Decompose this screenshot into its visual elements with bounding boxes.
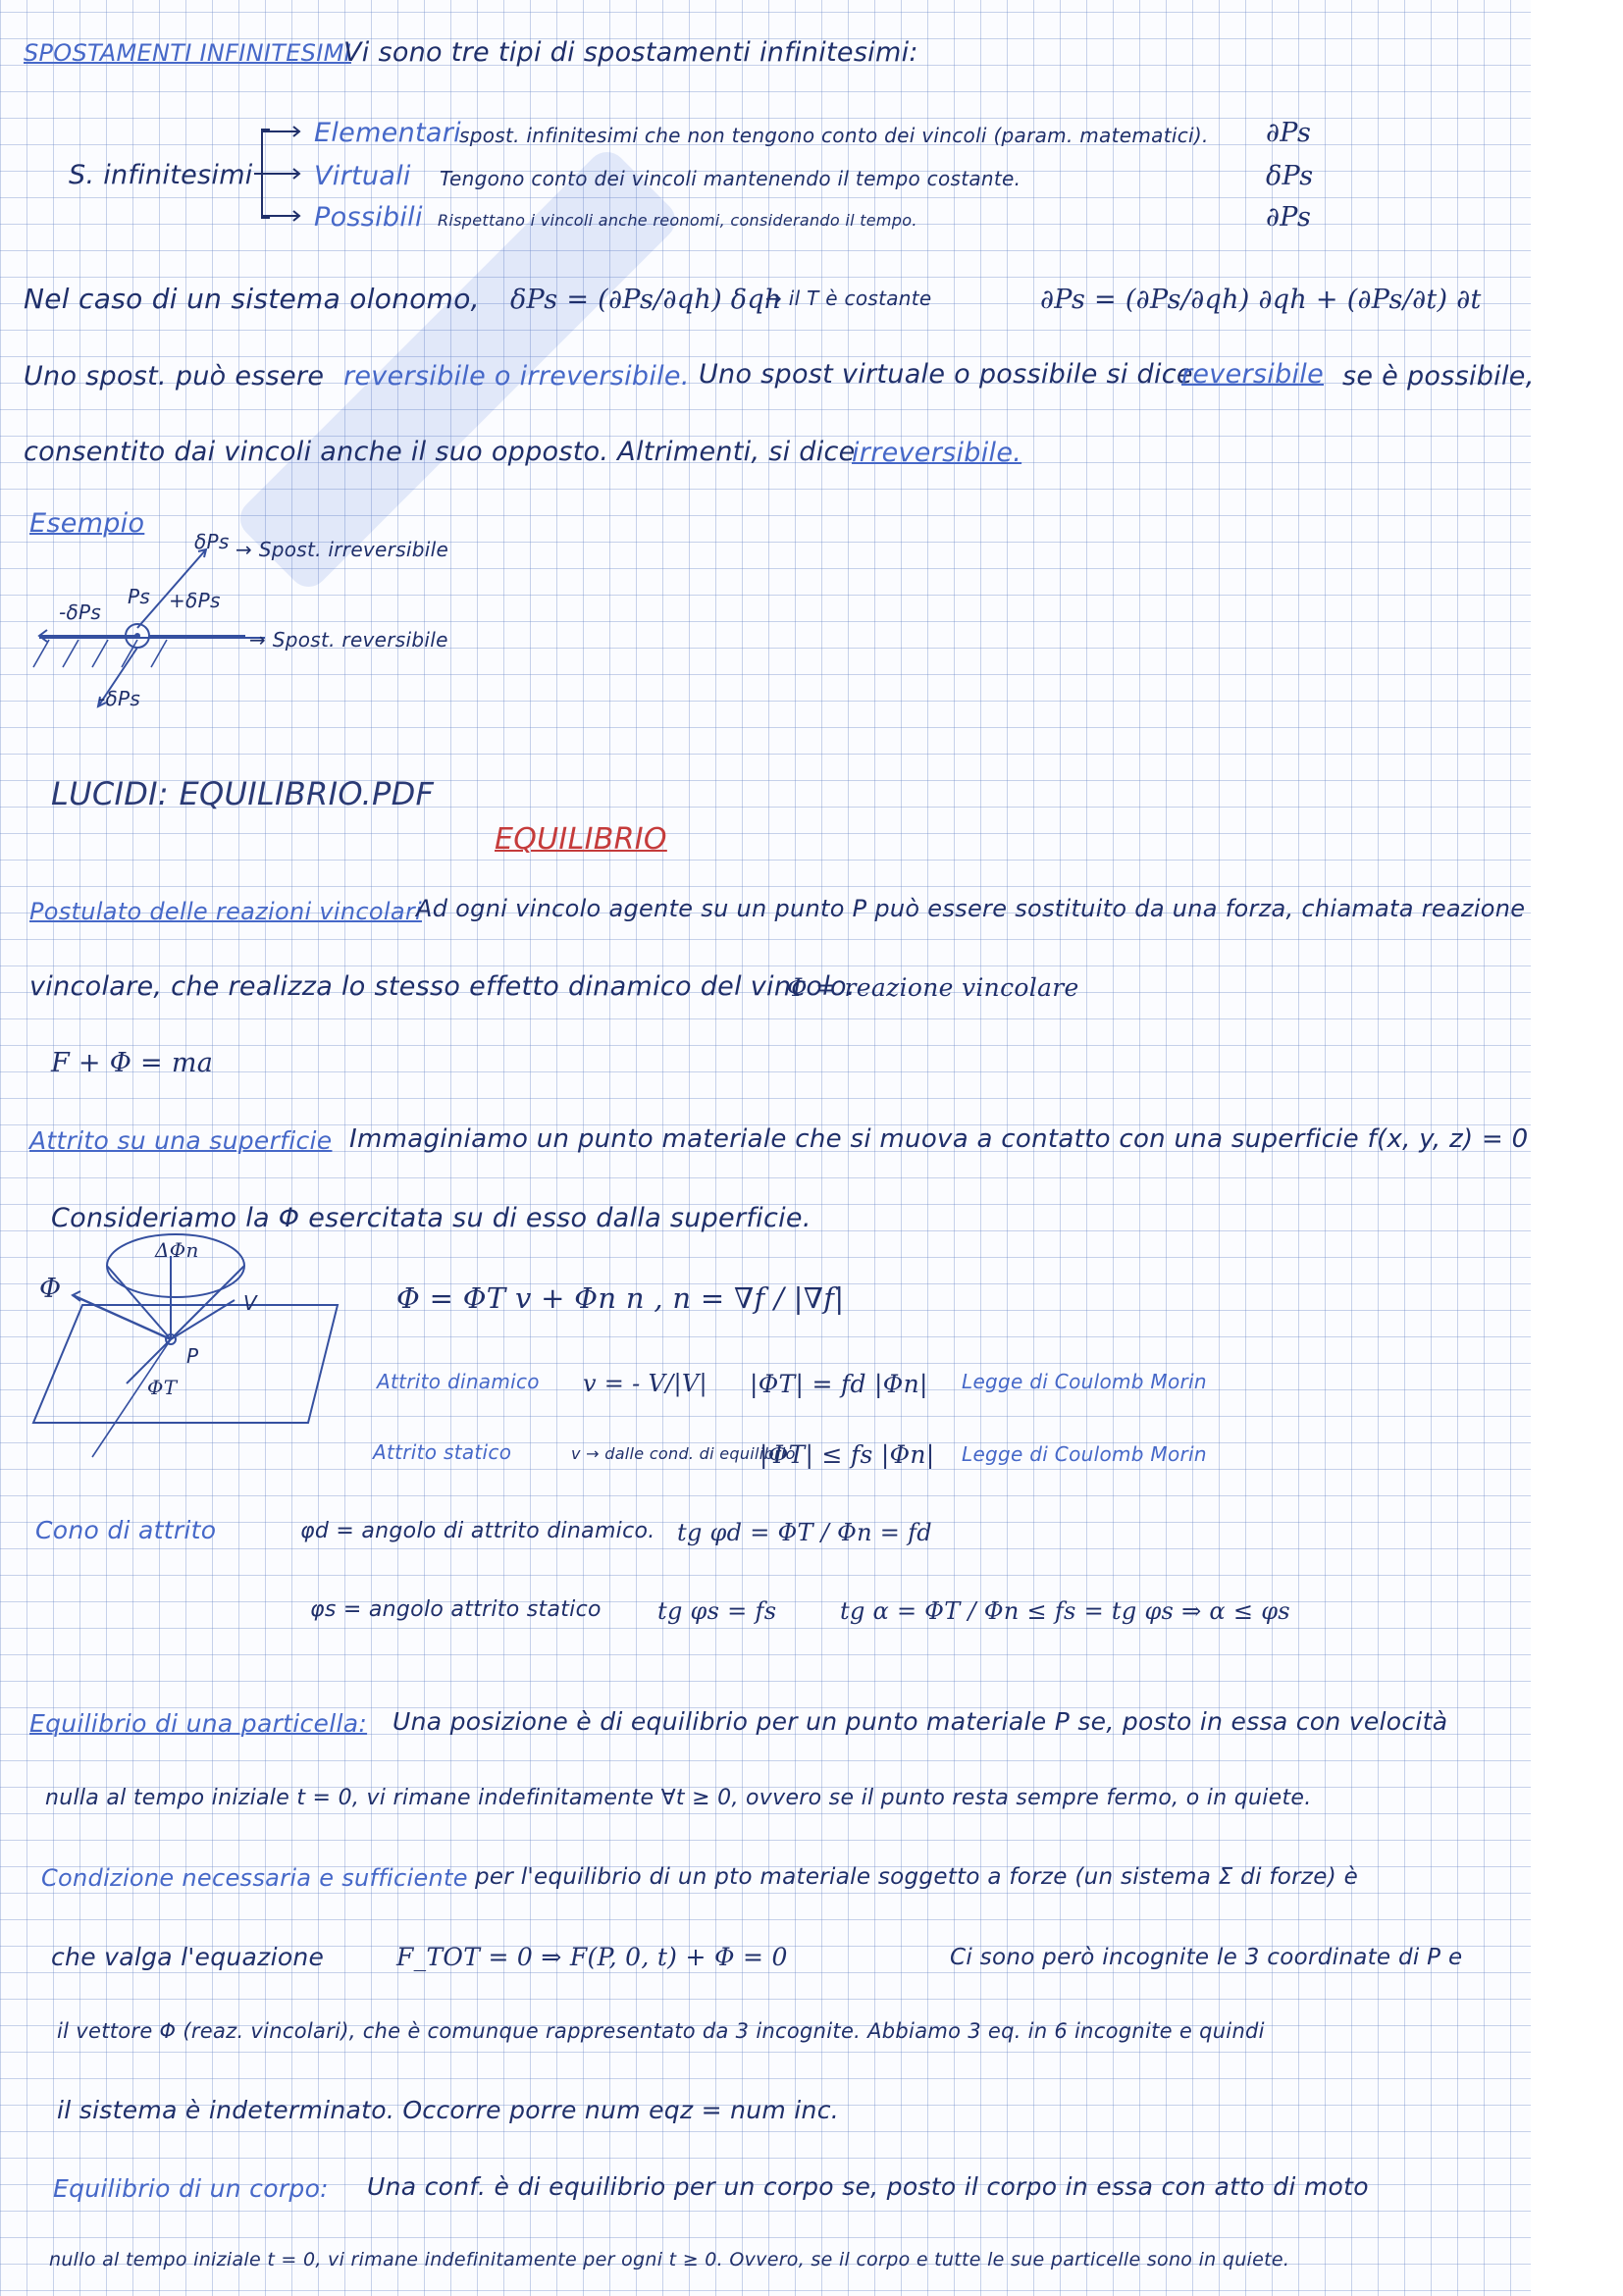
type-name-virtuali: Virtuali <box>314 161 411 191</box>
particella-line5: il vettore Φ (reaz. vincolari), che è comunque rappresentato da 3 incognite. Abbiamo 3 eq. in 6 incognite e quindi <box>57 2019 1265 2043</box>
corpo-label: Equilibrio di un corpo: <box>53 2174 329 2203</box>
attrito-stat-v: v → dalle cond. di equilibrio <box>571 1444 796 1463</box>
lucidi-note: LUCIDI: EQUILIBRIO.PDF <box>51 775 435 812</box>
postulato-eq: F + Φ = ma <box>51 1048 214 1078</box>
example-rev: → Spost. reversibile <box>249 628 448 652</box>
postulato-label: Postulato delle reazioni vincolari <box>29 898 422 925</box>
example-minus: -δPs <box>59 600 102 624</box>
particella-label: Equilibrio di una particella: <box>29 1709 368 1738</box>
type-symbol-possibili: ∂Ps <box>1266 202 1312 233</box>
attrito-formula: Φ = ΦT v + Φn n , n = ∇f / |∇f| <box>396 1281 845 1315</box>
type-desc-elementari: spost. infinitesimi che non tengono conto dei vincoli (param. matematici). <box>459 124 1209 147</box>
particella-cond-label: Condizione necessaria e sufficiente <box>41 1864 468 1892</box>
example-plus: +δPs <box>169 589 221 612</box>
example-ps: Ps <box>128 585 151 608</box>
attrito-dyn-eq: |ΦT| = fd |Φn| <box>750 1370 928 1398</box>
corpo-line2: nullo al tempo iniziale t = 0, vi rimane indefinitamente per ogni t ≥ 0. Ovvero, se il corpo e tutte le sue particelle sono in quiete. <box>49 2249 1290 2270</box>
section-title: EQUILIBRIO <box>495 822 667 857</box>
example-irrev: → Spost. irreversibile <box>236 538 449 561</box>
friction-cone-diagram <box>14 1226 347 1462</box>
fig-p: P <box>186 1344 199 1368</box>
topic-heading: SPOSTAMENTI INFINITESIMI <box>24 39 351 67</box>
rev-line1-c: Uno spost virtuale o possibile si dice <box>699 359 1193 390</box>
example-label: Esempio <box>29 508 145 539</box>
particella-line6: il sistema è indeterminato. Occorre porre num eqz = num inc. <box>57 2096 839 2124</box>
cono-line2-b: tg φs = fs <box>657 1597 777 1625</box>
postulato-line2: vincolare, che realizza lo stesso effetto dinamico del vincolo. <box>29 971 856 1002</box>
particella-line4-b: Ci sono però incognite le 3 coordinate di P e <box>950 1945 1463 1970</box>
type-symbol-virtuali: δPs <box>1266 161 1314 191</box>
attrito-stat-law: Legge di Coulomb Morin <box>962 1442 1207 1466</box>
particella-line4-a: che valga l'equazione <box>51 1943 325 1971</box>
attrito-label: Attrito su una superficie <box>29 1126 333 1155</box>
attrito-line1: Immaginiamo un punto materiale che si muova a contatto con una superficie f(x, y, z) = 0 <box>349 1124 1529 1154</box>
postulato-line1: Ad ogni vincolo agente su un punto P può essere sostituito da una forza, chiamata reazione <box>416 895 1526 922</box>
example-dps-up: δPs <box>194 530 230 553</box>
bracket-arrows <box>250 120 319 228</box>
particella-line4-eq: F_TOT = 0 ⇒ F(P, 0, t) + Φ = 0 <box>396 1943 788 1971</box>
cono-line2-a: φs = angolo attrito statico <box>310 1597 602 1622</box>
corpo-line1: Una conf. è di equilibrio per un corpo se, posto il corpo in essa con atto di moto <box>367 2172 1369 2201</box>
attrito-stat-eq: |ΦT| ≤ fs |Φn| <box>759 1440 935 1469</box>
attrito-dyn-law: Legge di Coulomb Morin <box>962 1370 1207 1393</box>
olonomo-eq1: δPs = (∂Ps/∂qh) δqh <box>510 285 782 315</box>
type-symbol-elementari: ∂Ps <box>1266 118 1312 148</box>
type-name-elementari: Elementari <box>314 118 461 148</box>
rev-line2-a: consentito dai vincoli anche il suo opposto. Altrimenti, si dice <box>24 437 856 467</box>
particella-line2: nulla al tempo iniziale t = 0, vi rimane indefinitamente ∀t ≥ 0, ovvero se il punto resta sempre fermo, o in quiete. <box>45 1786 1312 1810</box>
fig-v: V <box>243 1291 257 1315</box>
olonomo-arrow: → il T è costante <box>765 287 932 310</box>
cono-label: Cono di attrito <box>35 1516 217 1544</box>
rev-line1-d: reversibile <box>1181 359 1325 390</box>
page-margin <box>1531 0 1623 2296</box>
types-group-label: S. infinitesimi <box>69 160 253 190</box>
type-desc-virtuali: Tengono conto dei vincoli mantenendo il tempo costante. <box>440 167 1021 190</box>
cono-line1-b: tg φd = ΦT / Φn = fd <box>677 1519 932 1546</box>
attrito-line2: Consideriamo la Φ esercitata su di esso dalla superficie. <box>51 1203 812 1233</box>
rev-line1-b: reversibile o irreversibile. <box>343 361 690 391</box>
type-name-possibili: Possibili <box>314 202 423 233</box>
rev-line2-b: irreversibile. <box>852 438 1022 468</box>
postulato-phi: Φ = reazione vincolare <box>787 973 1079 1002</box>
attrito-dyn-v: v = - V/|V| <box>583 1370 707 1397</box>
type-desc-possibili: Rispettano i vincoli anche reonomi, considerando il tempo. <box>438 211 917 230</box>
intro-text: Vi sono tre tipi di spostamenti infinitesimi: <box>343 37 918 68</box>
attrito-dyn-label: Attrito dinamico <box>377 1370 540 1393</box>
fig-phi: Φ <box>39 1274 62 1304</box>
particella-line1: Una posizione è di equilibrio per un punto materiale P se, posto in essa con velocità <box>393 1707 1448 1736</box>
attrito-stat-label: Attrito statico <box>373 1440 512 1464</box>
fig-dphi: ΔΦn <box>155 1238 199 1262</box>
olonomo-eq2: ∂Ps = (∂Ps/∂qh) ∂qh + (∂Ps/∂t) ∂t <box>1040 285 1482 315</box>
cono-line1-a: φd = angolo di attrito dinamico. <box>300 1519 655 1543</box>
olonomo-text: Nel caso di un sistema olonomo, <box>24 283 480 315</box>
particella-cond-rest: per l'equilibrio di un pto materiale soggetto a forze (un sistema Σ di forze) è <box>475 1864 1359 1890</box>
rev-line1-a: Uno spost. può essere <box>24 361 325 391</box>
rev-line1-e: se è possibile, <box>1342 361 1535 391</box>
cono-line2-c: tg α = ΦT / Φn ≤ fs = tg φs ⇒ α ≤ φs <box>840 1597 1290 1625</box>
example-dps-down: -δPs <box>98 687 141 710</box>
fig-phit: ΦT <box>147 1376 178 1399</box>
